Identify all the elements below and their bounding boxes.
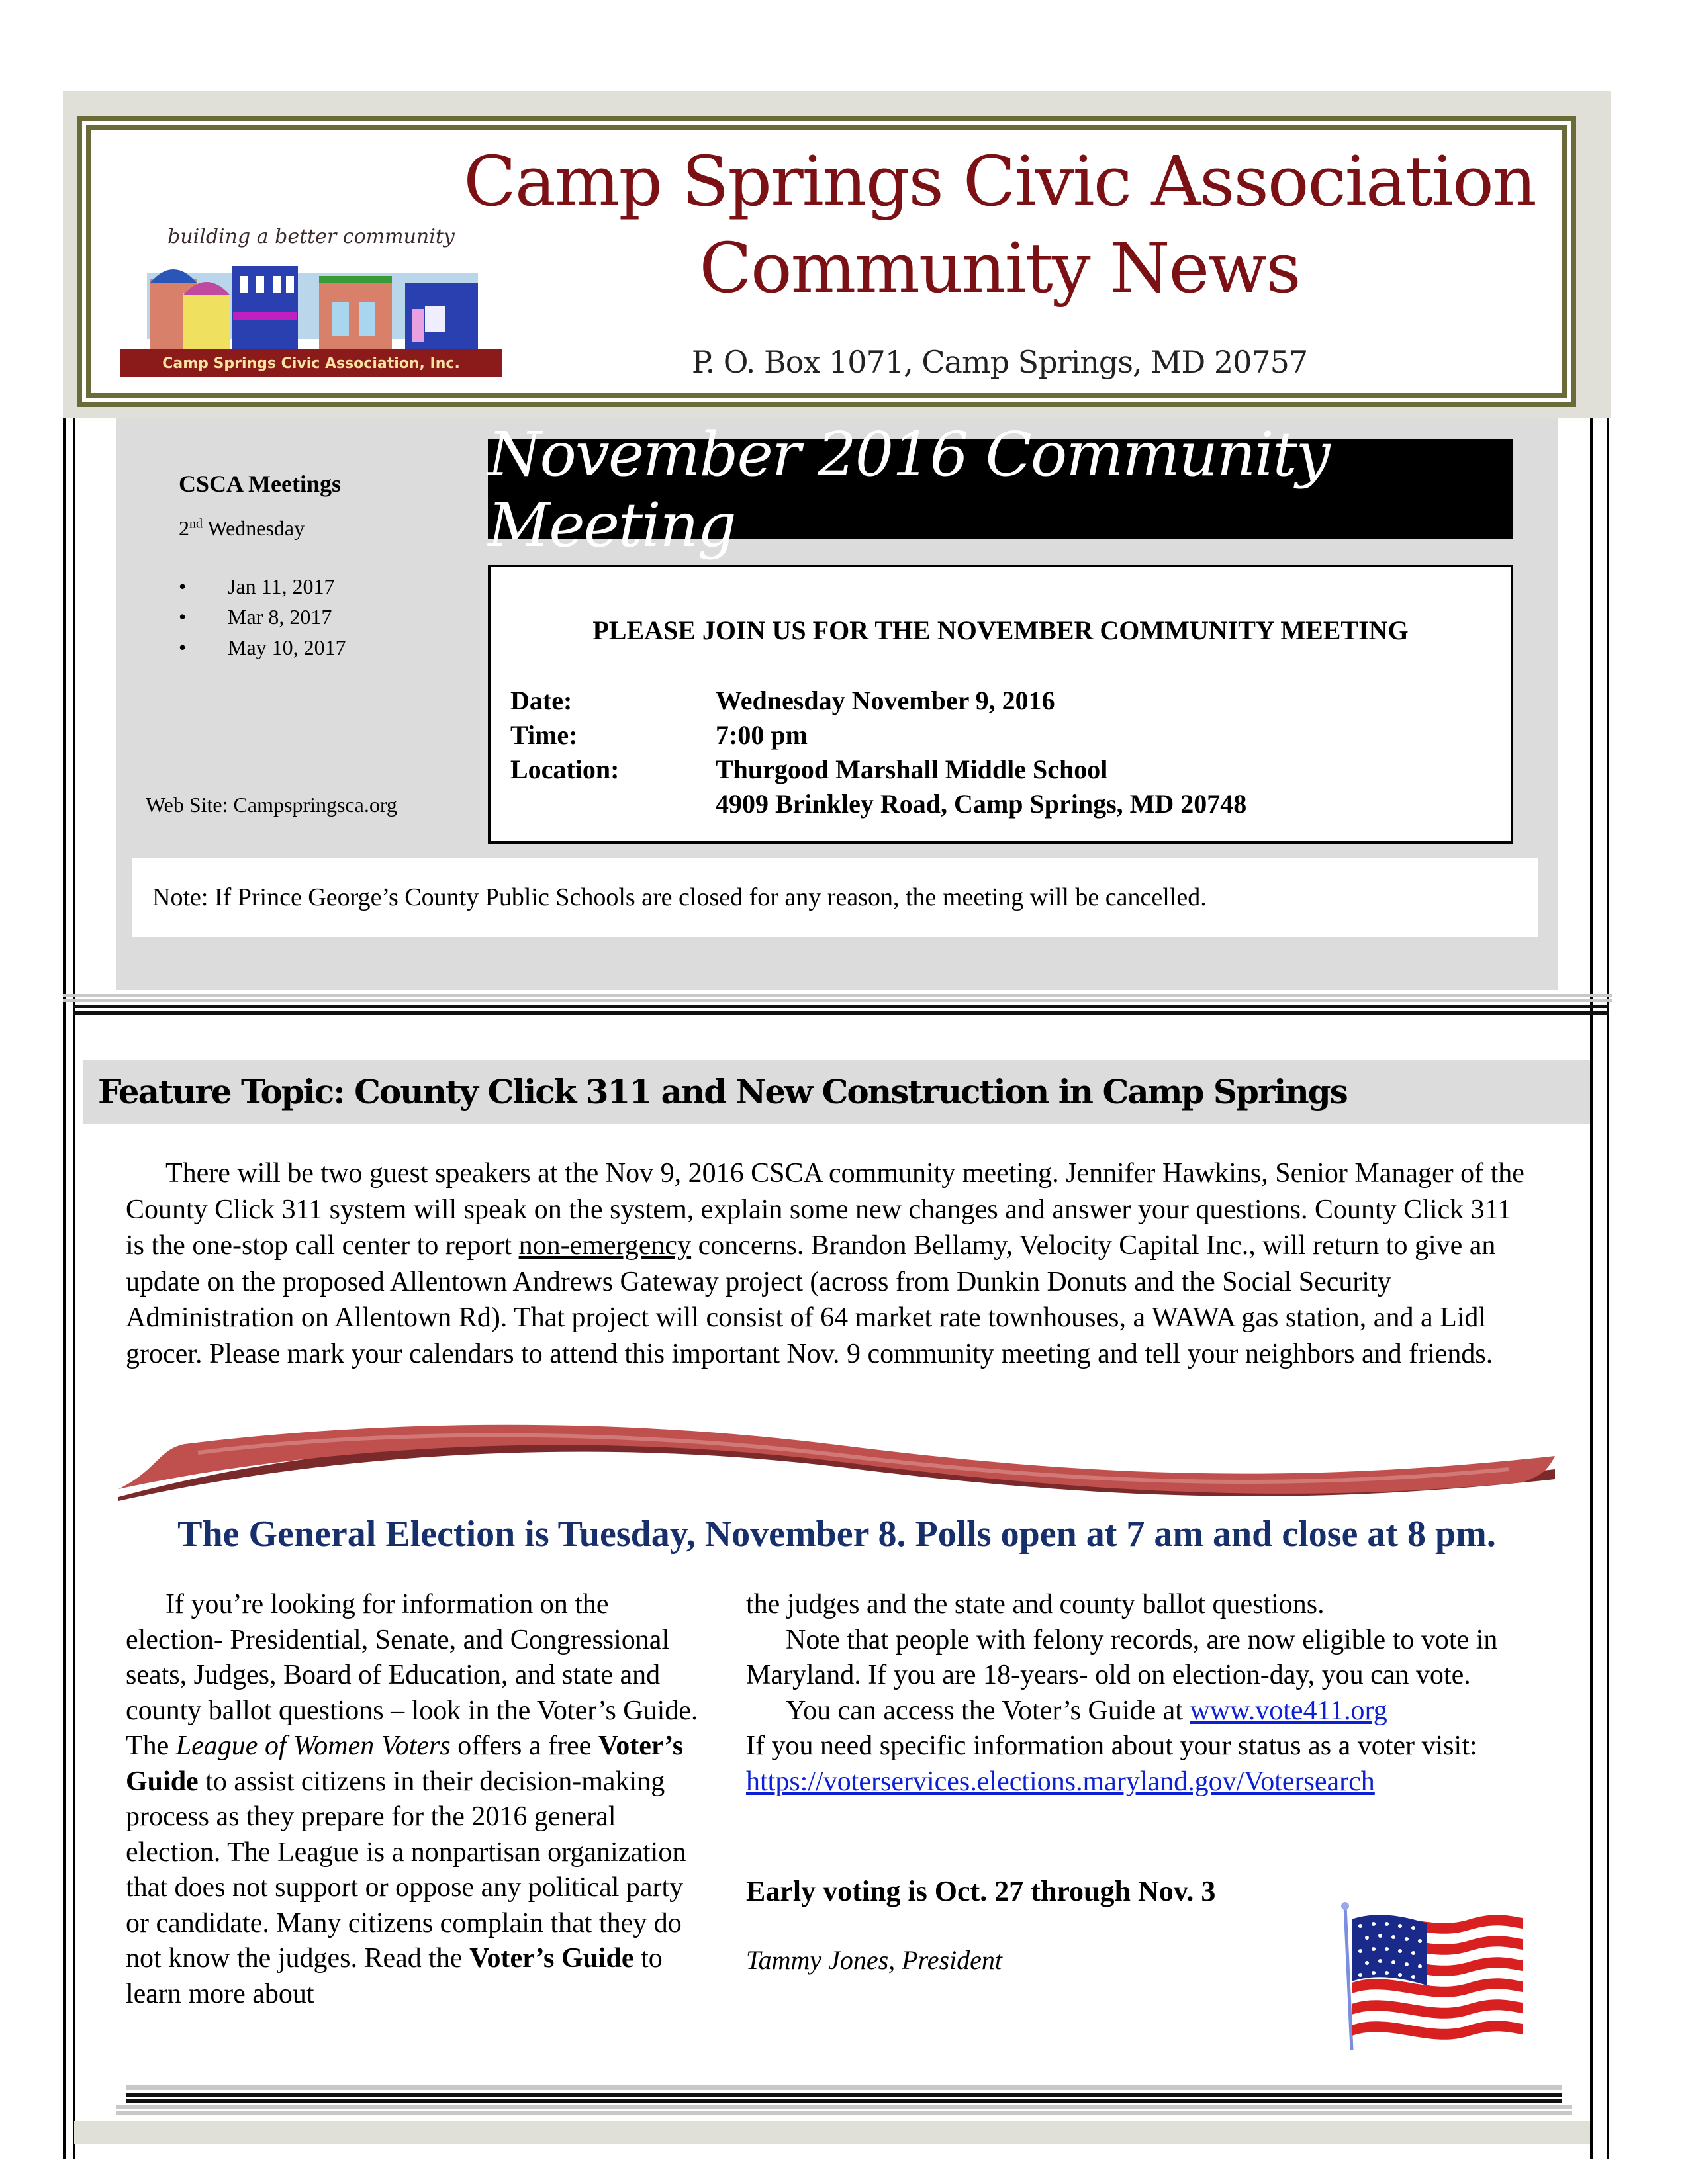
voter-status-text: If you need specific information about your status as a voter visit: — [746, 1731, 1477, 1761]
vote411-link[interactable]: www.vote411.org — [1190, 1695, 1387, 1726]
column-text: You can access the Voter’s Guide at — [786, 1695, 1190, 1726]
right-border-rule — [1607, 418, 1609, 2159]
column-text: the judges and the state and county ballot questions. — [746, 1589, 1325, 1619]
meeting-details-box — [488, 565, 1513, 844]
sidebar-schedule — [179, 516, 305, 541]
column-text: to learn more about — [126, 1943, 663, 2009]
guide-name: Voter’s Guide — [126, 1731, 684, 1797]
row-value: Thurgood Marshall Middle School — [716, 754, 1108, 784]
website-label: Web Site: Campspringsca.org — [146, 793, 397, 817]
meeting-date: May 10, 2017 — [228, 635, 346, 659]
logo-banner-text: Camp Springs Civic Association, Inc. — [162, 355, 460, 372]
mailing-address: P. O. Box 1071, Camp Springs, MD 20757 — [691, 344, 1308, 380]
column-text: offers a free — [450, 1731, 598, 1761]
meeting-date-row — [510, 685, 1055, 716]
meeting-dates-list — [179, 574, 346, 666]
newsletter-title: Camp Springs Civic Association — [463, 141, 1536, 222]
schedule-number: 2 — [179, 516, 189, 540]
section-divider — [73, 1005, 1609, 1008]
meeting-date: Jan 11, 2017 — [228, 574, 335, 598]
row-label: Location: — [510, 754, 620, 784]
section-divider — [73, 1011, 1609, 1015]
footer-divider — [116, 2105, 1572, 2109]
schedule-ordinal: nd — [189, 516, 203, 531]
sidebar-title: CSCA Meetings — [179, 471, 341, 497]
storefronts-illustration — [147, 266, 478, 349]
list-item — [179, 574, 346, 605]
meeting-location-row — [510, 754, 1107, 785]
meeting-address-row — [510, 788, 1246, 819]
bullet-icon: • — [179, 574, 187, 598]
section-divider — [63, 994, 1612, 997]
organization-name: League of Women Voters — [175, 1731, 451, 1761]
schedule-day: Wednesday — [203, 516, 305, 540]
ribbon-divider — [118, 1416, 1555, 1502]
bullet-icon: • — [179, 635, 187, 659]
underlined-term: non-emergency — [518, 1230, 692, 1261]
column-text: If you’re looking for information on the election- Presidential, Senate, and Congressional seats, Judges, Board of Education, and state and county ballot questions – look in the Voter’s Guide. The — [126, 1589, 698, 1761]
footer-band — [74, 2121, 1590, 2144]
row-label: Date: — [510, 686, 573, 715]
left-border-rule-inner — [73, 418, 75, 2159]
right-border-rule-inner — [1590, 418, 1593, 2159]
vote411-line — [746, 1694, 1540, 1729]
row-label — [510, 788, 716, 819]
left-border-rule — [63, 418, 66, 2159]
meeting-time-row — [510, 719, 808, 751]
feature-paragraph — [126, 1156, 1536, 1372]
guide-name: Voter’s Guide — [469, 1943, 634, 1974]
footer-divider — [126, 2085, 1562, 2090]
row-value: 7:00 pm — [716, 720, 808, 750]
row-label: Time: — [510, 720, 578, 750]
list-item — [179, 635, 346, 666]
meeting-banner: November 2016 Community Meeting — [488, 439, 1513, 539]
feature-text-part: There will be two guest speakers at the Nov 9, 2016 CSCA community meeting. Jennifer Hawkins, Senior Manager of the County Click 311 system will speak on the system, explain some new changes and answer your questions. County Click 311 is the one-stop call center to report — [126, 1158, 1524, 1261]
meeting-invitation: PLEASE JOIN US FOR THE NOVEMBER COMMUNITY MEETING — [592, 615, 1409, 645]
voter-search-link[interactable]: https://voterservices.elections.maryland.gov/Votersearch — [746, 1766, 1375, 1797]
footer-divider — [126, 2099, 1562, 2103]
logo — [120, 216, 502, 377]
election-right-column — [746, 1587, 1540, 1799]
early-voting-notice: Early voting is Oct. 27 through Nov. 3 — [746, 1875, 1216, 1907]
footer-divider — [116, 2111, 1572, 2115]
election-headline: The General Election is Tuesday, November 8. Polls open at 7 am and close at 8 pm. — [177, 1514, 1496, 1555]
row-value: Wednesday November 9, 2016 — [716, 686, 1055, 715]
list-item — [179, 605, 346, 635]
feature-text-part: concerns. Brandon Bellamy, Velocity Capital Inc., will return to give an update on the proposed Allentown Andrews Gateway project (across from Dunkin Donuts and the Social Security Administration on Allentown Rd). That project will consist of 64 market rate townhouses, a WAWA gas station, and a Lidl grocer. Please mark your calendars to attend this important Nov. 9 community meeting and tell your neighbors and friends. — [126, 1230, 1496, 1369]
column-text: to assist citizens in their decision-making process as they prepare for the 2016 general election. The League is a nonpartisan organization that does not support or oppose any political party or candidate. Many citizens complain that they do not know the judges. Read the — [126, 1766, 686, 1974]
feature-heading: Feature Topic: County Click 311 and New Construction in Camp Springs — [83, 1060, 1590, 1124]
logo-tagline: building a better community — [167, 225, 455, 248]
american-flag-icon — [1337, 1899, 1529, 2052]
row-value: 4909 Brinkley Road, Camp Springs, MD 20748 — [716, 789, 1247, 819]
section-divider — [63, 999, 1612, 1002]
footer-divider — [126, 2093, 1562, 2097]
cancellation-note: Note: If Prince George’s County Public Schools are closed for any reason, the meeting will be cancelled. — [132, 858, 1538, 937]
newsletter-subtitle: Community News — [699, 228, 1300, 308]
election-left-column — [126, 1587, 708, 2012]
felony-note: Note that people with felony records, are now eligible to vote in Maryland. If you are 18-years- old on election-day, you can vote. — [746, 1624, 1498, 1690]
meeting-date: Mar 8, 2017 — [228, 605, 332, 629]
signature: Tammy Jones, President — [746, 1945, 1002, 1975]
bullet-icon: • — [179, 605, 187, 629]
